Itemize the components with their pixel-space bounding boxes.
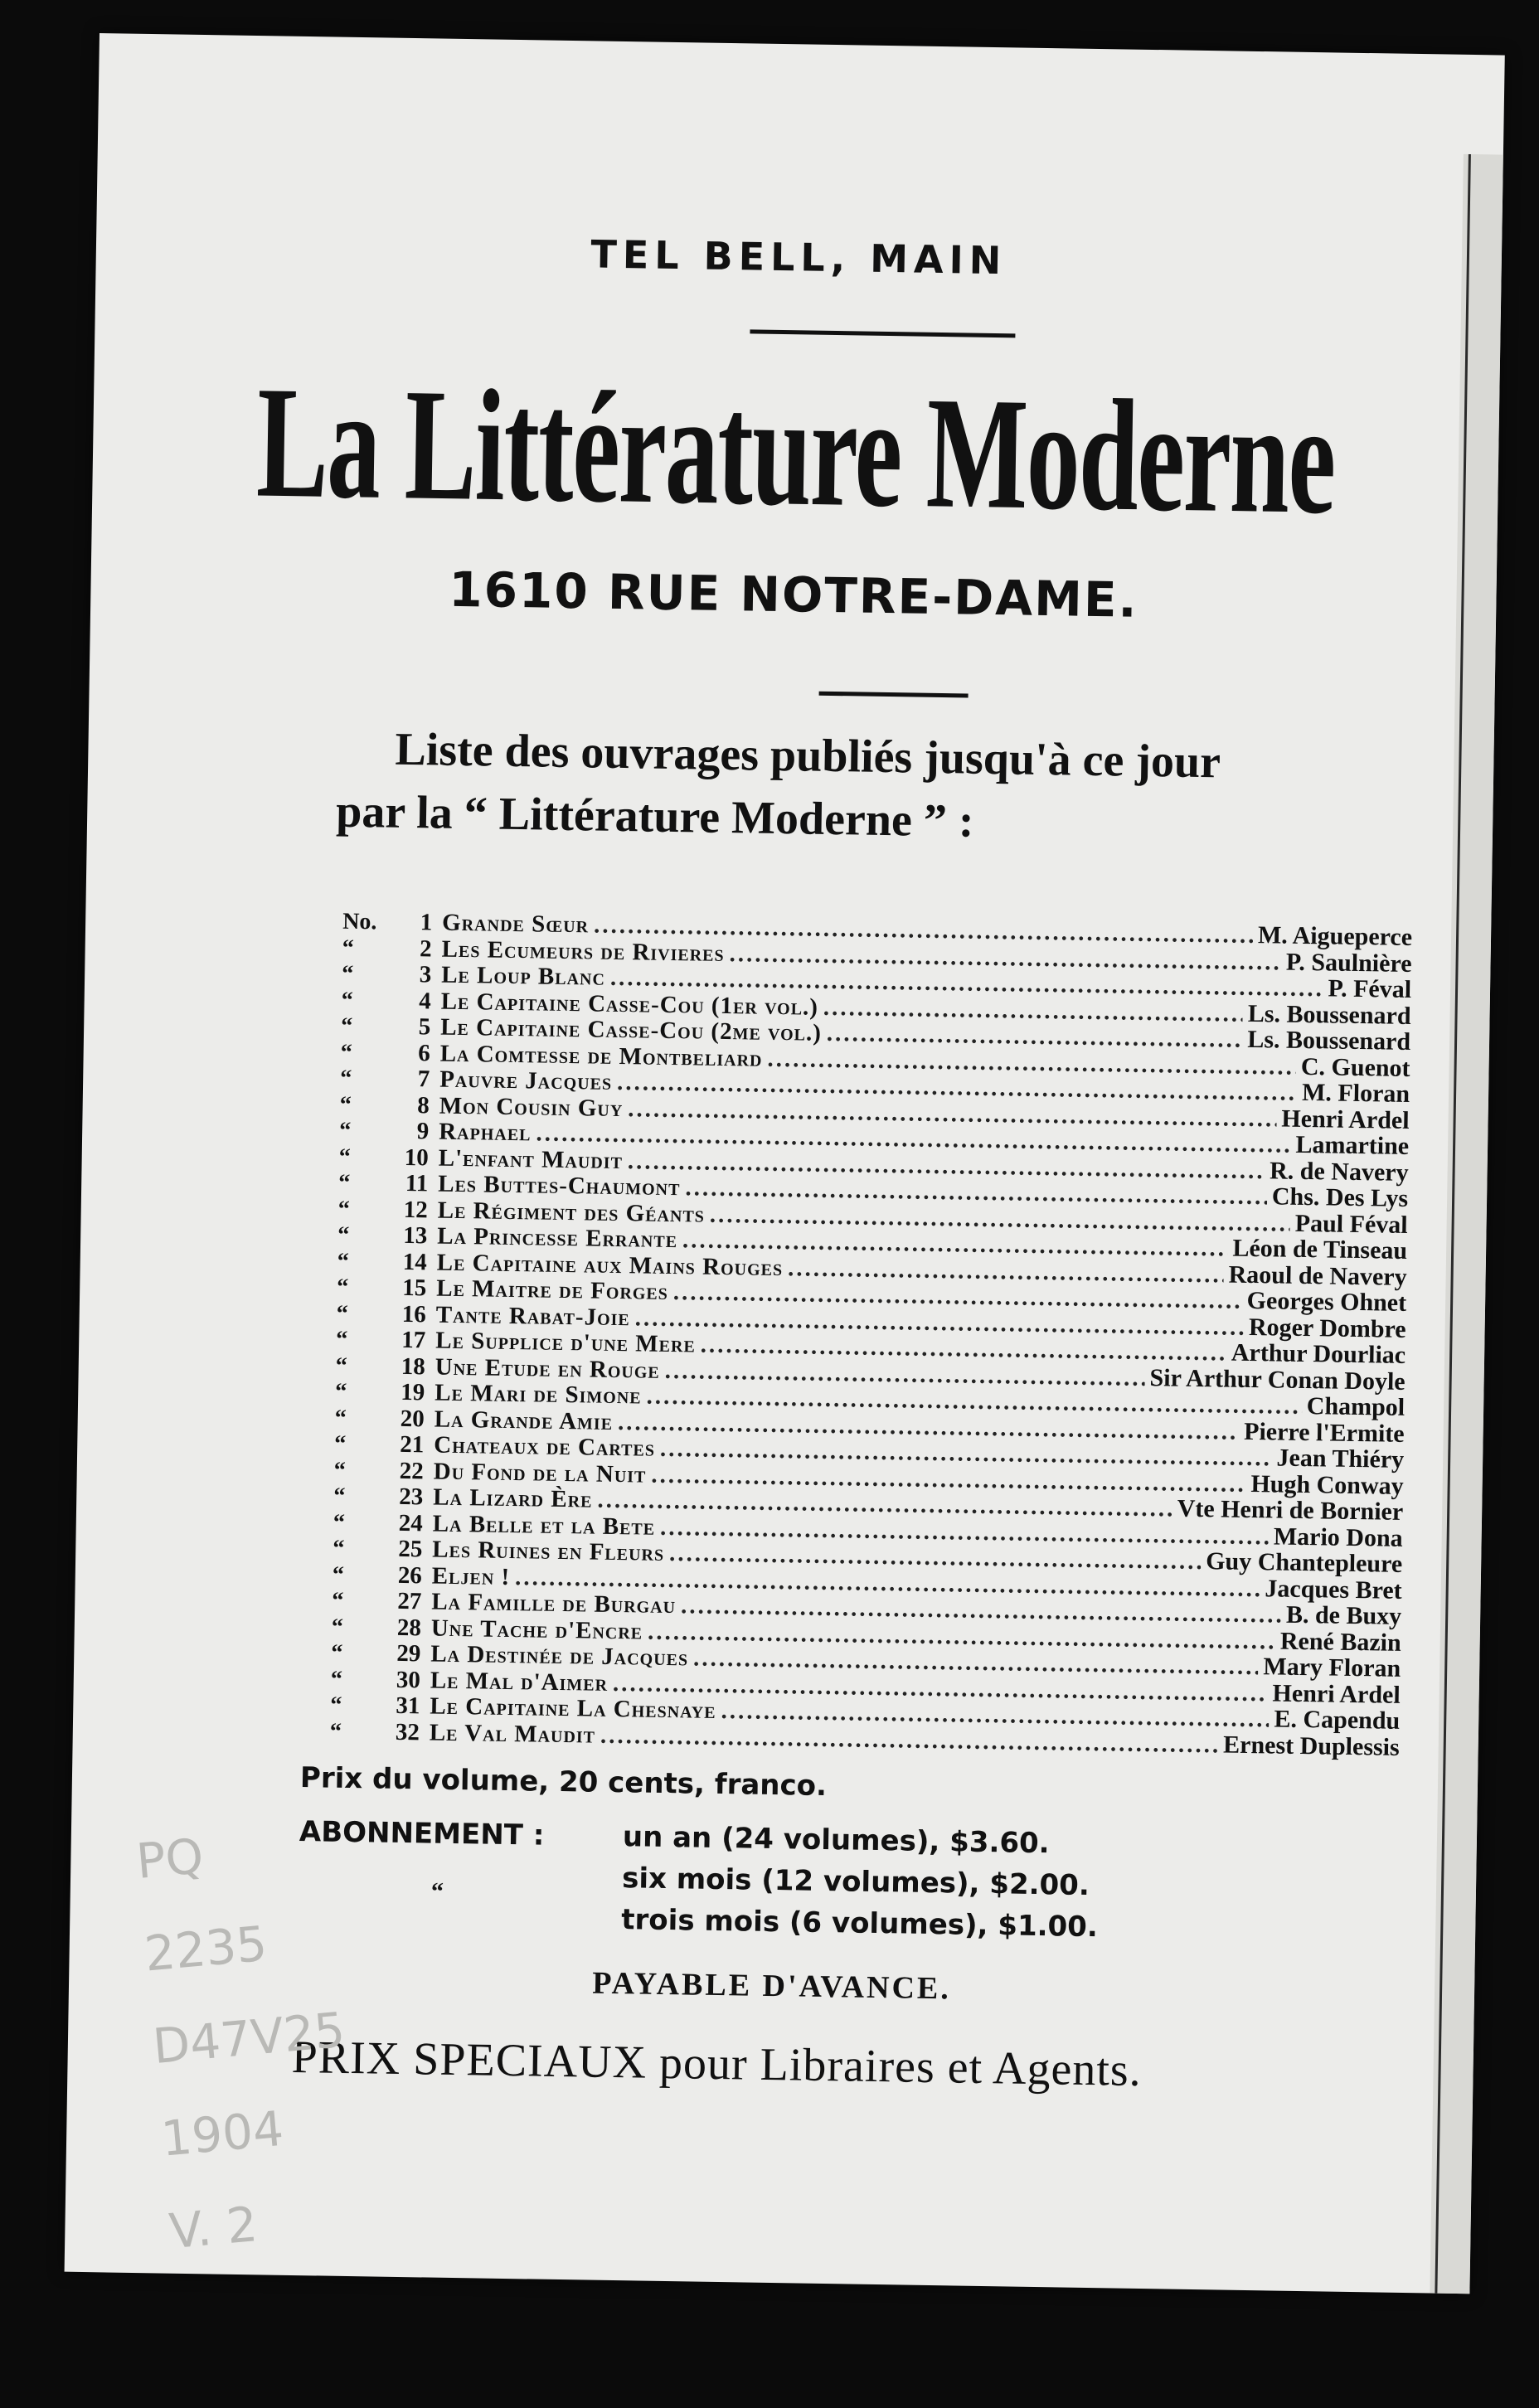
item-author: Mary Floran — [1263, 1653, 1401, 1682]
list-prefix: “ — [333, 1483, 346, 1509]
list-prefix: “ — [337, 1196, 351, 1222]
item-number: 16 — [401, 1300, 427, 1328]
item-number: 23 — [399, 1483, 424, 1511]
list-prefix: “ — [336, 1326, 348, 1352]
item-title: Pauvre Jacques — [439, 1066, 613, 1095]
item-author: Paul Féval — [1294, 1209, 1408, 1239]
list-prefix: “ — [334, 1430, 347, 1457]
item-number: 27 — [397, 1587, 422, 1615]
item-number: 12 — [403, 1196, 429, 1223]
item-number: 4 — [418, 987, 431, 1014]
item-number: 31 — [396, 1692, 420, 1720]
item-author: Ls. Boussenard — [1247, 999, 1411, 1030]
list-prefix: “ — [330, 1692, 342, 1718]
item-number: 6 — [417, 1039, 430, 1066]
item-author: René Bazin — [1279, 1627, 1401, 1657]
item-author: Jacques Bret — [1265, 1574, 1402, 1605]
item-author: M. Aigueperce — [1257, 921, 1413, 951]
item-title: Le Capitaine Casse-Cou (1er vol.) — [440, 988, 819, 1021]
item-number: 30 — [396, 1666, 421, 1693]
list-prefix: “ — [337, 1221, 350, 1248]
item-title: Le Mari de Simone — [435, 1379, 642, 1410]
item-author: Chs. Des Lys — [1271, 1182, 1409, 1212]
item-title: Les Ecumeurs de Rivieres — [441, 935, 725, 967]
item-number: 22 — [399, 1457, 425, 1484]
item-title: Une Tache d'Encre — [430, 1614, 643, 1645]
intro-line-2: par la “ Littérature Moderne ” : — [335, 785, 975, 847]
item-author: C. Guenot — [1300, 1052, 1410, 1082]
item-author: Henri Ardel — [1281, 1104, 1410, 1134]
list-prefix: “ — [340, 1039, 352, 1066]
list-prefix: “ — [342, 935, 354, 961]
item-title: Eljen ! — [431, 1562, 511, 1590]
list-prefix: “ — [339, 1065, 352, 1091]
list-prefix: “ — [333, 1457, 347, 1483]
call-number-line: D47V25 — [150, 2001, 347, 2075]
list-prefix: “ — [336, 1300, 349, 1327]
item-author: B. de Buxy — [1285, 1600, 1402, 1630]
item-title: Tante Rabat-Joie — [435, 1301, 631, 1331]
item-author: Pierre l'Ermite — [1243, 1417, 1405, 1448]
item-author: P. Saulnière — [1285, 948, 1412, 978]
item-title: Le Supplice d'une Mere — [435, 1327, 697, 1358]
item-title: Le Loup Blanc — [440, 961, 606, 991]
item-number: 25 — [398, 1535, 423, 1563]
subscription-line: un an (24 volumes), $3.60. — [622, 1820, 1050, 1861]
item-number: 28 — [396, 1614, 422, 1641]
list-prefix: “ — [338, 1143, 351, 1170]
item-number: 5 — [418, 1013, 431, 1041]
item-number: 18 — [401, 1352, 426, 1380]
list-prefix: “ — [341, 960, 354, 987]
item-title: La Grande Amie — [434, 1405, 614, 1435]
item-title: La Comtesse de Montbeliard — [439, 1040, 763, 1072]
item-title: Les Buttes-Chaumont — [438, 1170, 681, 1202]
item-number: 8 — [416, 1091, 430, 1119]
phone-line: TEL BELL, MAIN — [590, 231, 1007, 284]
list-prefix: “ — [332, 1587, 344, 1614]
special-prices-notice: PRIX SPECIAUX pour Libraires et Agents. — [291, 2031, 1143, 2097]
list-prefix: “ — [338, 1169, 351, 1196]
call-number-line: PQ — [134, 1828, 206, 1890]
item-title: Les Ruines en Fleurs — [432, 1536, 665, 1566]
item-title: Le Capitaine Casse-Cou (2me vol.) — [439, 1013, 823, 1046]
item-number: 17 — [401, 1326, 426, 1354]
address: 1610 RUE NOTRE-DAME. — [448, 561, 1139, 629]
call-number-line: V. 2 — [167, 2196, 260, 2260]
item-number: 29 — [396, 1639, 421, 1668]
list-prefix: “ — [340, 1012, 353, 1039]
item-title: Une Etude en Rouge — [435, 1353, 661, 1384]
list-prefix: “ — [332, 1561, 345, 1588]
item-number: 13 — [403, 1221, 428, 1250]
item-title: Grande Sœur — [441, 909, 590, 939]
volume-price: Prix du volume, 20 cents, franco. — [299, 1761, 828, 1804]
item-number: 7 — [417, 1066, 430, 1093]
item-number: 20 — [400, 1405, 425, 1432]
item-author: Sir Arthur Conan Doyle — [1149, 1363, 1405, 1396]
list-intro — [336, 717, 1415, 860]
item-number: 2 — [419, 935, 432, 962]
payable-notice: PAYABLE D'AVANCE. — [592, 1965, 952, 2007]
item-title: La Lizard Ère — [433, 1483, 593, 1513]
item-author: Ernest Duplessis — [1222, 1731, 1400, 1761]
item-number: 24 — [398, 1509, 424, 1537]
publication-title: La Littérature Moderne — [255, 353, 1337, 548]
item-title: Chateaux de Cartes — [434, 1431, 656, 1462]
item-author: Arthur Dourliac — [1231, 1338, 1406, 1369]
item-number: 15 — [402, 1274, 427, 1302]
item-author: Léon de Tinseau — [1232, 1234, 1408, 1265]
item-title: Le Régiment des Géants — [437, 1197, 706, 1228]
item-author: Vte Henri de Bornier — [1177, 1494, 1404, 1526]
item-author: Roger Dombre — [1248, 1313, 1406, 1343]
item-author: Raoul de Navery — [1228, 1260, 1407, 1291]
list-prefix: No. — [342, 908, 377, 935]
list-prefix: “ — [333, 1535, 345, 1561]
divider-middle — [819, 692, 969, 698]
item-author: Lamartine — [1295, 1130, 1410, 1160]
item-number: 9 — [416, 1118, 430, 1145]
item-title: L'enfant Maudit — [438, 1144, 624, 1174]
item-title: La Famille de Burgau — [431, 1588, 677, 1619]
item-title: Le Val Maudit — [429, 1719, 596, 1749]
item-author: Henri Ardel — [1272, 1678, 1401, 1709]
item-author: Hugh Conway — [1250, 1469, 1404, 1500]
list-prefix: “ — [339, 1117, 352, 1143]
item-number: 32 — [395, 1718, 420, 1745]
item-author: R. de Navery — [1269, 1156, 1409, 1187]
item-number: 21 — [400, 1430, 425, 1459]
item-number: 11 — [405, 1169, 429, 1197]
item-author: Guy Chantepleure — [1205, 1547, 1403, 1578]
intro-line-1: Liste des ouvrages publiés jusqu'à ce jour — [394, 723, 1221, 789]
item-title: Mon Cousin Guy — [439, 1092, 624, 1122]
item-author: P. Féval — [1328, 974, 1412, 1003]
item-author: Jean Thiéry — [1276, 1444, 1405, 1473]
call-number-line: 1904 — [158, 2100, 286, 2168]
item-title: La Belle et la Bete — [432, 1510, 656, 1541]
list-prefix: “ — [341, 987, 353, 1013]
list-prefix: “ — [337, 1248, 350, 1274]
item-title: Le Capitaine aux Mains Rouges — [436, 1249, 784, 1281]
item-author: Ls. Boussenard — [1247, 1025, 1411, 1056]
item-title: Raphael — [438, 1118, 532, 1147]
document-page — [65, 33, 1505, 2294]
ditto-mark: “ — [430, 1877, 444, 1906]
list-prefix: “ — [331, 1614, 344, 1640]
item-title: Le Mal d'Aimer — [430, 1667, 609, 1697]
item-title: Le Maitre de Forges — [436, 1274, 669, 1305]
subscription-line: trois mois (6 volumes), $1.00. — [621, 1903, 1099, 1944]
divider-top — [750, 329, 1015, 337]
item-title: Du Fond de la Nuit — [433, 1458, 647, 1488]
list-prefix: “ — [337, 1274, 349, 1300]
list-prefix: “ — [335, 1378, 347, 1405]
item-number: 3 — [419, 961, 432, 988]
list-prefix: “ — [334, 1405, 347, 1431]
item-title: Le Capitaine La Chesnaye — [430, 1692, 716, 1724]
item-number: 1 — [420, 909, 433, 936]
list-prefix: “ — [329, 1718, 342, 1745]
list-prefix: “ — [335, 1352, 348, 1379]
item-number: 14 — [402, 1248, 428, 1275]
library-call-number — [133, 1799, 361, 2260]
item-author: Mario Dona — [1273, 1522, 1403, 1552]
item-number: 10 — [404, 1143, 430, 1171]
next-page-edge — [1429, 154, 1503, 2294]
list-prefix: “ — [333, 1509, 346, 1536]
item-author: Champol — [1306, 1392, 1405, 1421]
list-prefix: “ — [339, 1091, 352, 1118]
list-prefix: “ — [330, 1666, 343, 1692]
subscription-line: six mois (12 volumes), $2.00. — [621, 1862, 1090, 1903]
item-number: 19 — [401, 1378, 425, 1406]
item-title: La Princesse Errante — [437, 1222, 678, 1254]
item-title: La Destinée de Jacques — [430, 1640, 689, 1672]
item-author: E. Capendu — [1274, 1705, 1401, 1735]
list-prefix: “ — [331, 1639, 343, 1666]
works-list — [330, 908, 1413, 1760]
item-author: M. Floran — [1301, 1078, 1410, 1108]
item-author: Georges Ohnet — [1246, 1286, 1407, 1317]
item-number: 26 — [397, 1561, 423, 1589]
call-number-line: 2235 — [142, 1915, 269, 1983]
subscription-label: ABONNEMENT : — [299, 1815, 545, 1852]
